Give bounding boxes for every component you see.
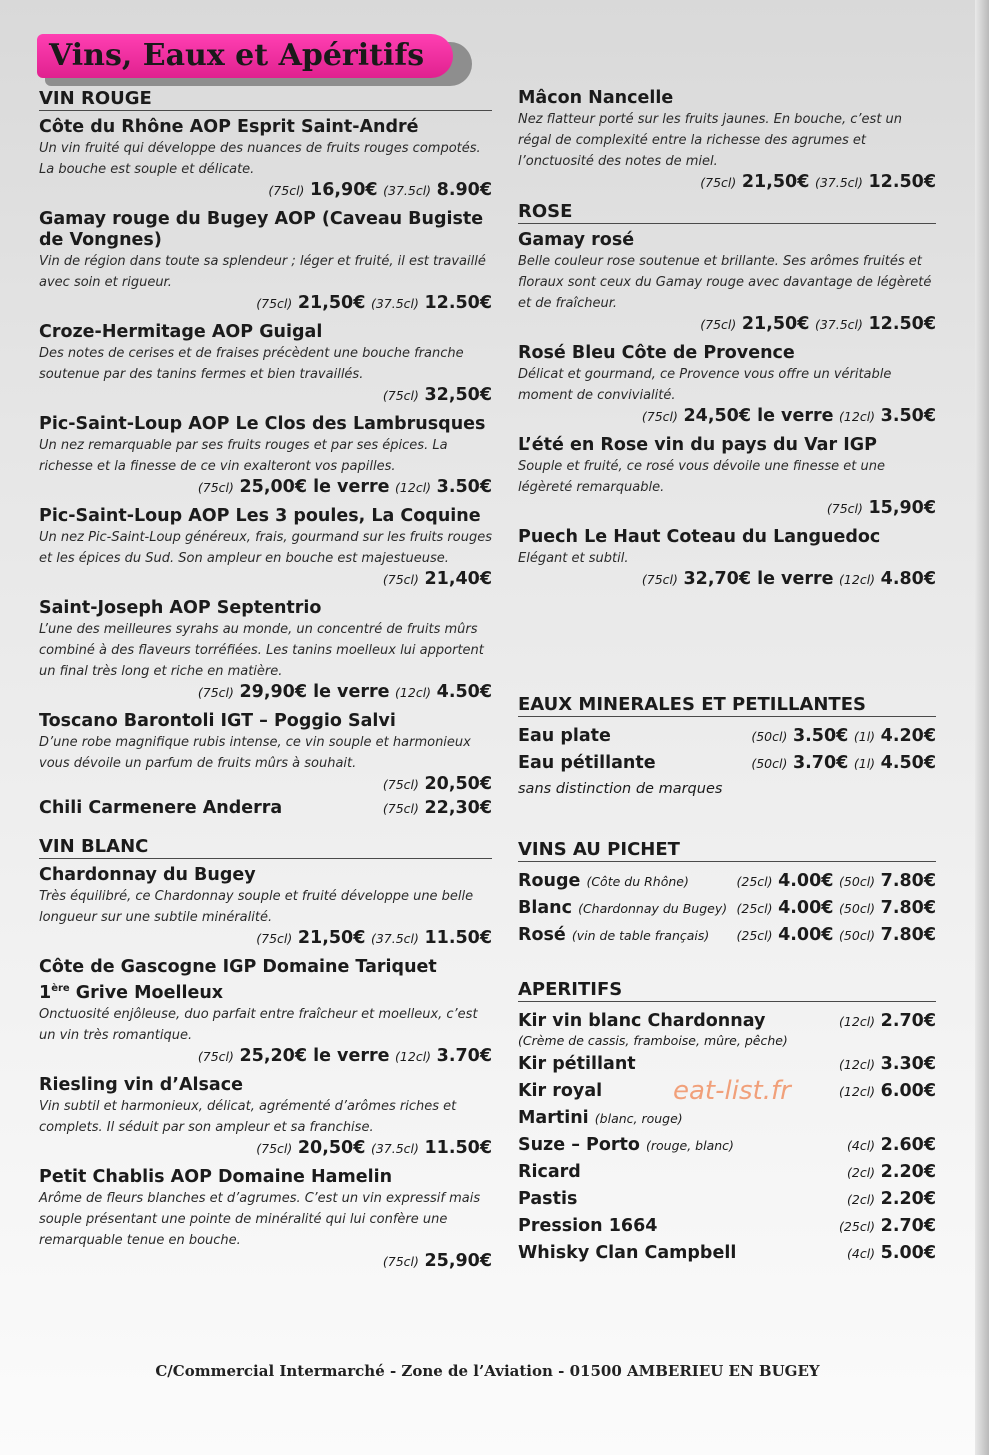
price-amount: 7.80€ <box>880 925 936 945</box>
aperitif-price <box>847 1132 936 1159</box>
pichet-note: (Chardonnay du Bugey) <box>578 901 728 916</box>
aperitif-row <box>518 1213 936 1240</box>
aperitif-row <box>518 1132 936 1159</box>
price-amount: 21,50€ <box>297 293 366 313</box>
price-amount: 6.00€ <box>880 1081 936 1101</box>
pichet-price <box>737 895 936 922</box>
wine-price <box>518 172 936 193</box>
aperitif-name: Kir vin blanc Chardonnay <box>518 1011 766 1031</box>
wine-item <box>39 414 492 498</box>
aperitif-name <box>518 1132 734 1159</box>
wine-price <box>518 569 936 590</box>
wine-name: Chardonnay du Bugey <box>39 865 256 885</box>
price-amount: 25,20€ le verre <box>239 1045 390 1066</box>
price-amount: 11.50€ <box>424 1137 492 1158</box>
pichet-name <box>518 922 709 949</box>
wine-name: L’été en Rose vin du pays du Var IGP <box>518 435 877 455</box>
pichet-note: (Côte du Rhône) <box>586 874 689 889</box>
water-name: Eau pétillante <box>518 753 656 773</box>
wine-name: Gamay rouge du Bugey AOP (Caveau Bugiste de Vongnes) <box>39 209 484 250</box>
volume: (75cl) <box>700 317 737 332</box>
water-name: Eau plate <box>518 726 611 746</box>
wine-desc: Un nez Pic-Saint-Loup généreux, frais, gourmand sur les fruits rouges et les épices du Sud. Son ampleur en bouche est majestueuse. <box>39 530 492 566</box>
volume: (37.5cl) <box>370 1140 419 1156</box>
aperitif-name <box>518 1078 602 1105</box>
price-amount: 4.00€ <box>778 898 834 918</box>
aperitif-label: Ricard <box>518 1162 581 1182</box>
volume: (50cl) <box>751 756 788 771</box>
wine-price <box>39 293 492 314</box>
volume: (75cl) <box>256 296 293 311</box>
wine-price <box>39 180 492 201</box>
volume: (25cl) <box>736 901 773 916</box>
wine-desc: L’une des meilleures syrahs au monde, un concentré de fruits mûrs combiné à des flaveurs torréfiées. Les tanins moelleux lui apportent un final très long et riche en matière. <box>39 622 484 679</box>
wine-name-number: 1 <box>39 982 52 1003</box>
wine-item <box>39 1075 492 1159</box>
price-amount: 2.70€ <box>880 1216 936 1236</box>
wine-price <box>383 795 492 822</box>
price-amount: 16,90€ <box>310 180 378 200</box>
page-title: Vins, Eaux et Apéritifs <box>37 34 453 78</box>
aperitif-label: Kir pétillant <box>518 1054 636 1074</box>
price-amount: 3.50€ <box>880 406 936 426</box>
aperitif-label: Pastis <box>518 1189 578 1209</box>
volume: (75cl) <box>382 572 419 587</box>
title-banner <box>37 34 453 78</box>
price-amount: 12.50€ <box>424 293 492 313</box>
price-amount: 7.80€ <box>880 871 936 891</box>
aperitif-row <box>518 1240 936 1267</box>
volume: (75cl) <box>826 501 863 516</box>
wine-item <box>39 209 492 314</box>
volume: (75cl) <box>256 1140 293 1156</box>
wine-desc: Un nez remarquable par ses fruits rouges et par ses épices. La richesse et la finesse de ce vin exalteront vos papilles. <box>39 438 448 474</box>
wine-desc: Des notes de cerises et de fraises précèdent une bouche franche soutenue par des tanins fermes et bien travaillés. <box>39 346 464 382</box>
price-amount: 25,90€ <box>424 1250 492 1271</box>
aperitif-row <box>518 1105 936 1132</box>
wine-name: Riesling vin d’Alsace <box>39 1074 243 1095</box>
aperitif-price <box>847 1159 936 1186</box>
price-amount: 29,90€ le verre <box>239 682 390 702</box>
wine-desc: Elégant et subtil. <box>518 551 629 566</box>
wine-price <box>39 569 492 590</box>
pichet-price <box>737 922 936 949</box>
price-amount: 2.20€ <box>880 1162 936 1182</box>
wine-name: Pic-Saint-Loup AOP Le Clos des Lambrusques <box>39 414 486 434</box>
left-column <box>39 88 492 1280</box>
wine-desc: D’une robe magnifique rubis intense, ce vin souple et harmonieux vous dévoile un parfum de fruits mûrs à souhait. <box>39 735 471 771</box>
aperitif-price <box>839 1051 936 1078</box>
aperitif-name <box>518 1213 657 1240</box>
volume: (75cl) <box>382 388 419 403</box>
section-pichet: VINS AU PICHET <box>518 839 936 862</box>
water-row <box>518 723 936 750</box>
section-aperitifs: APERITIFS <box>518 979 936 1002</box>
volume: (12cl) <box>395 480 432 495</box>
price-amount: 32,70€ le verre <box>683 569 834 589</box>
price-amount: 15,90€ <box>868 498 936 518</box>
pichet-row <box>518 922 936 949</box>
aperitif-price <box>847 1240 936 1267</box>
aperitif-price <box>839 1078 936 1105</box>
aperitif-row <box>518 1051 936 1078</box>
volume: (4cl) <box>847 1138 876 1153</box>
wine-item <box>39 1167 492 1272</box>
price-amount: 3.50€ <box>436 477 492 497</box>
price-amount: 2.20€ <box>880 1189 936 1209</box>
aperitif-label: Suze – Porto <box>518 1135 640 1155</box>
pichet-name <box>518 868 689 895</box>
volume: (50cl) <box>751 729 788 744</box>
wine-name-line: Grive Moelleux <box>69 982 224 1003</box>
price-amount: 21,50€ <box>297 928 366 948</box>
price-amount: 24,50€ le verre <box>683 406 834 426</box>
wine-desc: Souple et fruité, ce rosé vous dévoile une finesse et une légèreté remarquable. <box>518 459 885 495</box>
pichet-row <box>518 868 936 895</box>
volume: (75cl) <box>641 572 678 587</box>
wine-item <box>39 117 492 201</box>
wine-item <box>39 865 492 949</box>
pichet-name <box>518 895 727 922</box>
wine-name-ordinal: ère <box>51 983 70 994</box>
pichet-note: (vin de table français) <box>571 928 710 943</box>
wine-desc: Délicat et gourmand, ce Provence vous offre un véritable moment de convivialité. <box>518 367 892 403</box>
wine-name: Gamay rosé <box>518 230 635 250</box>
wine-price <box>39 928 492 949</box>
wine-name: Chili Carmenere Anderra <box>39 798 283 818</box>
price-amount: 21,40€ <box>424 569 492 589</box>
volume: (37.5cl) <box>370 931 419 946</box>
wine-name: Toscano Barontoli IGT – Poggio Salvi <box>39 711 396 731</box>
price-amount: 8.90€ <box>436 180 492 200</box>
wine-item <box>39 711 492 795</box>
volume: (50cl) <box>839 901 876 916</box>
price-amount: 3.30€ <box>880 1054 936 1074</box>
volume: (75cl) <box>197 480 234 495</box>
volume: (2cl) <box>847 1165 876 1180</box>
wine-price <box>39 385 492 406</box>
volume: (75cl) <box>256 931 293 946</box>
aperitif-name <box>518 1240 736 1267</box>
wine-desc: Nez flatteur porté sur les fruits jaunes. En bouche, c’est un régal de complexité entre la richesse des agrumes et l’onctuosité des notes de miel. <box>518 112 903 169</box>
wine-price <box>39 1046 492 1067</box>
wine-item <box>39 957 492 1067</box>
wine-desc: Vin subtil et harmonieux, délicat, agrémenté d’arômes riches et complets. Il séduit par son ampleur et sa franchise. <box>39 1098 457 1135</box>
aperitif-note: (rouge, blanc) <box>646 1138 734 1153</box>
price-amount: 20,50€ <box>297 1137 366 1158</box>
wine-price <box>39 774 492 795</box>
wine-name: Puech Le Haut Coteau du Languedoc <box>518 527 881 547</box>
wine-desc: Onctuosité enjôleuse, duo parfait entre fraîcheur et moelleux, c’est un vin très romantique. <box>39 1006 478 1043</box>
aperitif-note: (Crème de cassis, framboise, mûre, pêche) <box>518 1033 788 1048</box>
price-amount: 12.50€ <box>868 172 936 192</box>
watermark: eat-list.fr <box>673 1076 791 1106</box>
wine-item <box>518 88 936 193</box>
pichet-label: Rouge <box>518 871 581 891</box>
aperitif-price <box>839 1213 936 1240</box>
volume: (75cl) <box>197 685 234 700</box>
wine-name: Rosé Bleu Côte de Provence <box>518 343 795 363</box>
water-note: sans distinction de marques <box>518 781 723 797</box>
wine-item <box>39 598 492 703</box>
price-amount: 2.70€ <box>880 1011 936 1031</box>
wine-item <box>39 506 492 590</box>
volume: (75cl) <box>382 777 419 792</box>
volume: (12cl) <box>839 1084 876 1099</box>
wine-desc: Très équilibré, ce Chardonnay souple et fruité développe une belle longueur sur une subtile minéralité. <box>39 889 474 925</box>
wine-desc: Arôme de fleurs blanches et d’agrumes. C’est un vin expressif mais souple présentant une pointe de minéralité qui lui confère une remarquable tenue en bouche. <box>39 1190 481 1248</box>
water-row <box>518 750 936 777</box>
wine-price <box>518 406 936 427</box>
volume: (12cl) <box>839 1014 876 1029</box>
page-edge <box>975 0 989 1455</box>
wine-item <box>39 795 492 822</box>
price-amount: 32,50€ <box>424 385 492 405</box>
price-amount: 25,00€ le verre <box>239 477 390 497</box>
wine-price <box>518 314 936 335</box>
wine-item <box>518 343 936 427</box>
price-amount: 11.50€ <box>424 928 492 948</box>
section-vin-rouge: VIN ROUGE <box>39 88 492 111</box>
aperitif-row <box>518 1159 936 1186</box>
price-amount: 4.20€ <box>880 726 936 746</box>
wine-name: Croze-Hermitage AOP Guigal <box>39 322 323 342</box>
volume: (37.5cl) <box>383 183 432 198</box>
volume: (4cl) <box>847 1246 876 1261</box>
price-amount: 4.00€ <box>778 925 834 945</box>
volume: (75cl) <box>268 183 305 198</box>
volume: (2cl) <box>847 1192 876 1207</box>
volume: (12cl) <box>395 1048 432 1064</box>
price-amount: 4.50€ <box>880 753 936 773</box>
aperitif-name <box>518 1186 577 1213</box>
volume: (1l) <box>853 756 876 771</box>
aperitif-name <box>518 1105 683 1132</box>
price-amount: 4.50€ <box>436 682 492 702</box>
price-amount: 21,50€ <box>741 314 810 334</box>
price-amount: 4.00€ <box>778 871 834 891</box>
aperitif-label: Kir royal <box>518 1081 603 1101</box>
volume: (50cl) <box>839 874 876 889</box>
volume: (37.5cl) <box>814 175 863 190</box>
price-amount: 3.70€ <box>792 753 849 773</box>
volume: (25cl) <box>736 928 773 943</box>
volume: (75cl) <box>197 1048 234 1064</box>
volume: (25cl) <box>736 874 773 889</box>
wine-price <box>39 1251 492 1272</box>
price-amount: 20,50€ <box>424 774 492 794</box>
wine-desc: Belle couleur rose soutenue et brillante. Ses arômes fruités et floraux sont ceux du Gamay rouge avec davantage de légèreté et de fraîcheur. <box>518 254 932 311</box>
volume: (12cl) <box>839 1057 876 1072</box>
price-amount: 5.00€ <box>880 1243 936 1263</box>
wine-price <box>39 477 492 498</box>
wine-desc: Un vin fruité qui développe des nuances de fruits rouges compotés. La bouche est souple et délicate. <box>39 141 481 177</box>
pichet-row <box>518 895 936 922</box>
volume: (37.5cl) <box>814 317 863 332</box>
wine-price <box>39 682 492 703</box>
volume: (75cl) <box>382 801 419 816</box>
section-rose: ROSE <box>518 201 936 224</box>
volume: (75cl) <box>641 409 678 424</box>
volume: (37.5cl) <box>370 296 419 311</box>
pichet-label: Blanc <box>518 898 572 918</box>
volume: (50cl) <box>839 928 876 943</box>
aperitif-name <box>518 1051 636 1078</box>
price-amount: 2.60€ <box>880 1135 936 1155</box>
volume: (12cl) <box>839 572 876 587</box>
volume: (12cl) <box>839 409 876 424</box>
wine-name: Côte du Rhône AOP Esprit Saint-André <box>39 117 419 137</box>
price-amount: 3.50€ <box>792 726 849 746</box>
price-amount: 12.50€ <box>868 314 936 334</box>
volume: (25cl) <box>839 1219 876 1234</box>
aperitif-price <box>847 1186 936 1213</box>
price-amount: 3.70€ <box>436 1045 492 1066</box>
wine-desc: Vin de région dans toute sa splendeur ; léger et fruité, il est travaillé avec soin et rigueur. <box>39 254 486 290</box>
section-eaux: EAUX MINERALES ET PETILLANTES <box>518 694 936 717</box>
wine-name: Mâcon Nancelle <box>518 88 674 108</box>
section-vin-blanc: VIN BLANC <box>39 836 492 859</box>
wine-item <box>518 435 936 519</box>
water-price <box>751 723 936 750</box>
price-amount: 21,50€ <box>741 172 810 192</box>
volume: (12cl) <box>395 685 432 700</box>
price-amount: 22,30€ <box>424 798 492 818</box>
aperitif-label: Whisky Clan Campbell <box>518 1243 737 1263</box>
wine-item <box>39 322 492 406</box>
wine-item <box>518 230 936 335</box>
wine-price <box>39 1138 492 1159</box>
price-amount: 7.80€ <box>880 898 936 918</box>
wine-name-line: Côte de Gascogne IGP Domaine Tariquet <box>39 957 437 977</box>
aperitif-note: (blanc, rouge) <box>594 1111 683 1126</box>
price-amount: 4.80€ <box>880 569 936 589</box>
aperitif-row <box>518 1186 936 1213</box>
aperitif-label: Martini <box>518 1108 589 1128</box>
wine-name: Saint-Joseph AOP Septentrio <box>39 598 322 618</box>
volume: (75cl) <box>382 1253 419 1269</box>
wine-price <box>518 498 936 519</box>
pichet-price <box>737 868 936 895</box>
footer-address: C/Commercial Intermarché - Zone de l’Aviation - 01500 AMBERIEU EN BUGEY <box>155 1362 820 1380</box>
wine-item <box>518 527 936 590</box>
wine-name <box>39 957 492 1004</box>
wine-name: Pic-Saint-Loup AOP Les 3 poules, La Coquine <box>39 506 481 526</box>
aperitif-label: Pression 1664 <box>518 1216 658 1236</box>
pichet-label: Rosé <box>518 925 566 945</box>
volume: (1l) <box>853 729 876 744</box>
water-price <box>751 750 936 777</box>
aperitif-name <box>518 1159 581 1186</box>
wine-name: Petit Chablis AOP Domaine Hamelin <box>39 1166 393 1187</box>
aperitif-price <box>839 1008 936 1035</box>
volume: (75cl) <box>700 175 737 190</box>
